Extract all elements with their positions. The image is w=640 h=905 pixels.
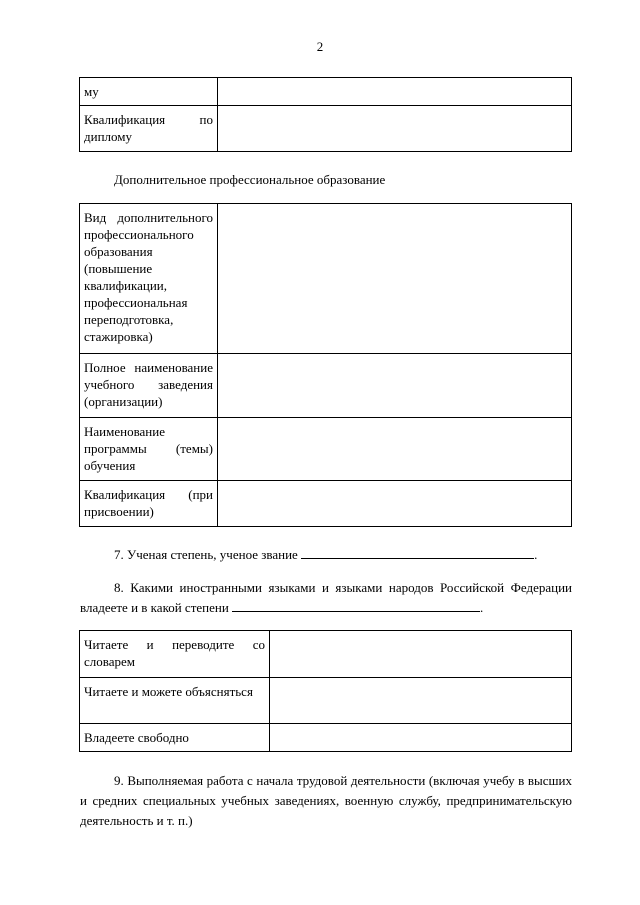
row-label: Читаете и переводите со словарем xyxy=(80,631,270,678)
row-value-field[interactable] xyxy=(218,418,572,481)
row-value-field[interactable] xyxy=(218,354,572,418)
row-label: му xyxy=(80,78,218,106)
additional-education-table xyxy=(79,203,572,527)
table-row xyxy=(80,204,572,354)
languages-fill-line[interactable] xyxy=(232,598,480,612)
row-label: Квалификация (при присвоении) xyxy=(80,481,218,527)
section-8-end: . xyxy=(480,600,484,615)
table-row xyxy=(80,418,572,481)
section-7-end: . xyxy=(534,547,538,562)
table-row xyxy=(80,678,572,724)
row-label: Полное наименование учебного заведения (организации) xyxy=(80,354,218,418)
row-value-field[interactable] xyxy=(218,481,572,527)
row-value-field[interactable] xyxy=(270,631,572,678)
languages-table xyxy=(79,630,572,752)
table-row xyxy=(80,631,572,678)
section-7 xyxy=(114,545,574,563)
table-row xyxy=(80,106,572,152)
education-table xyxy=(79,77,572,152)
table-row xyxy=(80,78,572,106)
table-row xyxy=(80,354,572,418)
row-value-field[interactable] xyxy=(218,106,572,152)
page-number: 2 xyxy=(316,39,324,54)
row-value-field[interactable] xyxy=(270,678,572,724)
row-label: Владеете свободно xyxy=(80,724,270,752)
row-label: Наименование программы (темы) обучения xyxy=(80,418,218,481)
table-row xyxy=(80,481,572,527)
row-value-field[interactable] xyxy=(270,724,572,752)
section-heading: Дополнительное профессиональное образование xyxy=(114,172,386,187)
row-label: Квалификация по диплому xyxy=(80,106,218,152)
section-8-text: 8. Какими иностранными языками и языками народов Российской Федерации владеете и в какой степени xyxy=(80,580,572,615)
section-7-text: 7. Ученая степень, ученое звание xyxy=(114,547,298,562)
section-8 xyxy=(80,578,572,618)
row-label: Вид дополнительного профессионального образования (повышение квалификации, профессиональная переподготовка, стажировка) xyxy=(80,204,218,354)
row-value-field[interactable] xyxy=(218,204,572,354)
row-value-field[interactable] xyxy=(218,78,572,106)
degree-fill-line[interactable] xyxy=(301,545,534,559)
table-row xyxy=(80,724,572,752)
section-9: 9. Выполняемая работа с начала трудовой деятельности (включая учебу в высших и средних специальных учебных заведениях, военную службу, предпринимательскую деятельность и т. п.) xyxy=(80,773,572,828)
row-label: Читаете и можете объясняться xyxy=(80,678,270,724)
